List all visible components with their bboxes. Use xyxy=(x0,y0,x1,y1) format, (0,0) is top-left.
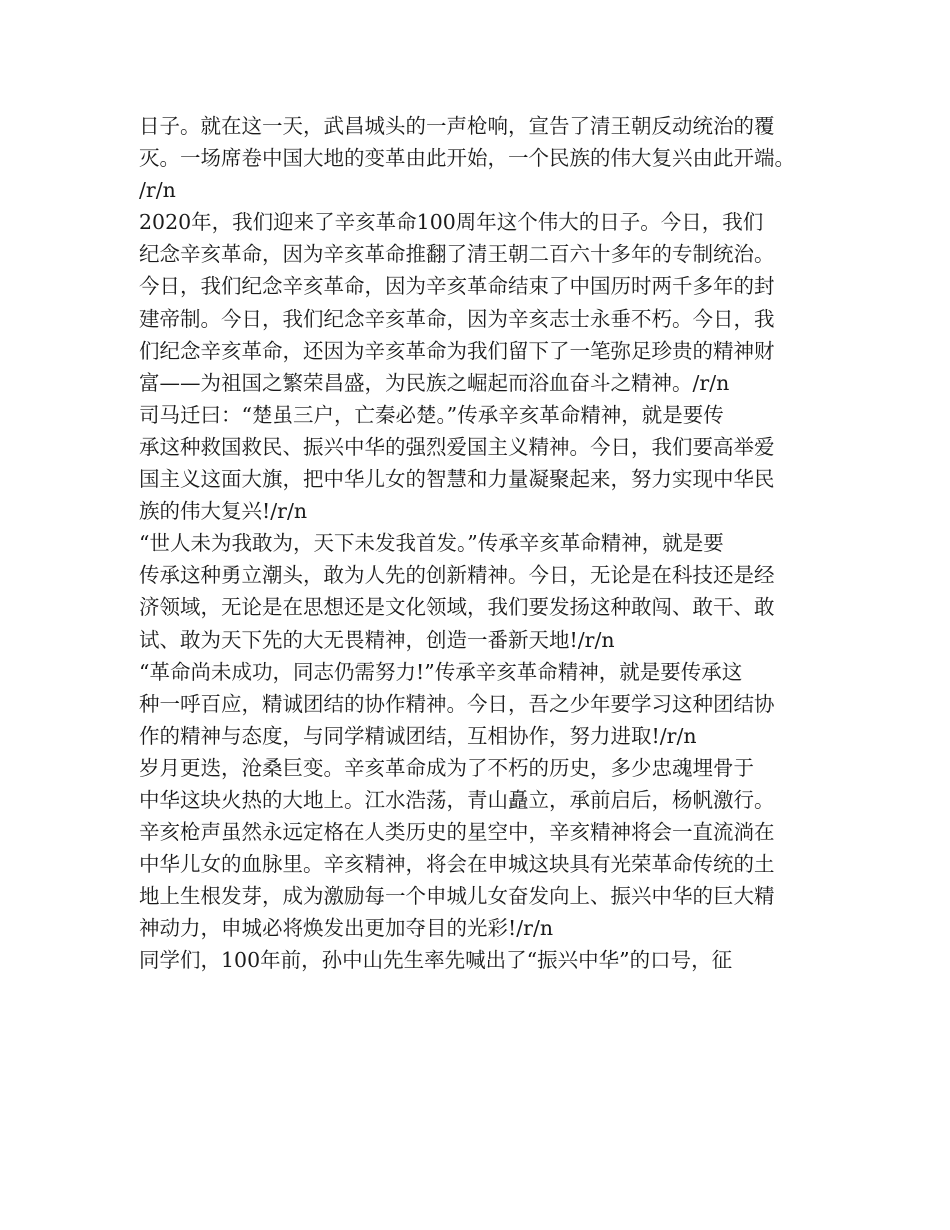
text-line: /r/n xyxy=(139,178,176,203)
text-line: 建帝制。今日，我们纪念辛亥革命，因为辛亥志士永垂不朽。今日，我 xyxy=(139,306,775,331)
text-line: 岁月更迭，沧桑巨变。辛亥革命成为了不朽的历史，多少忠魂埋骨于 xyxy=(139,755,754,780)
text-line: “世人未为我敢为，天下未发我首发。”传承辛亥革命精神，就是要 xyxy=(139,531,724,556)
text-line: 2020年，我们迎来了辛亥革命100周年这个伟大的日子。今日，我们 xyxy=(139,210,764,235)
text-line: 济领域，无论是在思想还是文化领域，我们要发扬这种敢闯、敢干、敢 xyxy=(139,595,775,620)
text-line: 今日，我们纪念辛亥革命，因为辛亥革命结束了中国历时两千多年的封 xyxy=(139,274,775,299)
text-line: 们纪念辛亥革命，还因为辛亥革命为我们留下了一笔弥足珍贵的精神财 xyxy=(139,338,775,363)
text-line: 中华儿女的血脉里。辛亥精神，将会在申城这块具有光荣革命传统的土 xyxy=(139,852,775,877)
text-line: 纪念辛亥革命，因为辛亥革命推翻了清王朝二百六十多年的专制统治。 xyxy=(139,242,775,267)
text-line: 种一呼百应，精诚团结的协作精神。今日，吾之少年要学习这种团结协 xyxy=(139,691,775,716)
text-line: 日子。就在这一天，武昌城头的一声枪响，宣告了清王朝反动统治的覆 xyxy=(139,114,775,138)
text-line: 传承这种勇立潮头，敢为人先的创新精神。今日，无论是在科技还是经 xyxy=(139,563,775,588)
text-line: 神动力，申城必将焕发出更加夺目的光彩!/r/n xyxy=(139,916,554,941)
body-text xyxy=(139,110,819,977)
text-line: 作的精神与态度，与同学精诚团结，互相协作，努力进取!/r/n xyxy=(139,723,697,748)
text-line: 地上生根发芽，成为激励每一个申城儿女奋发向上、振兴中华的巨大精 xyxy=(139,884,775,909)
text-line: 灭。一场席卷中国大地的变革由此开始，一个民族的伟大复兴由此开端。 xyxy=(139,146,795,171)
text-line: 司马迁曰：“楚虽三户，亡秦必楚。”传承辛亥革命精神，就是要传 xyxy=(139,402,724,427)
text-line: “革命尚未成功，同志仍需努力!”传承辛亥革命精神，就是要传承这 xyxy=(139,659,743,684)
text-line: 辛亥枪声虽然永远定格在人类历史的星空中，辛亥精神将会一直流淌在 xyxy=(139,820,775,845)
text-line: 国主义这面大旗，把中华儿女的智慧和力量凝聚起来，努力实现中华民 xyxy=(139,467,775,492)
text-line: 中华这块火热的大地上。江水浩荡，青山矗立，承前启后，杨帆激行。 xyxy=(139,787,775,812)
text-line: 富——为祖国之繁荣昌盛，为民族之崛起而浴血奋斗之精神。/r/n xyxy=(139,370,730,395)
text-line: 同学们，100年前，孙中山先生率先喊出了“振兴中华”的口号，征 xyxy=(139,948,733,973)
text-line: 承这种救国救民、振兴中华的强烈爱国主义精神。今日，我们要高举爱 xyxy=(139,434,775,459)
text-line: 试、敢为天下先的大无畏精神，创造一番新天地!/r/n xyxy=(139,627,615,652)
text-line: 族的伟大复兴!/r/n xyxy=(139,499,308,524)
